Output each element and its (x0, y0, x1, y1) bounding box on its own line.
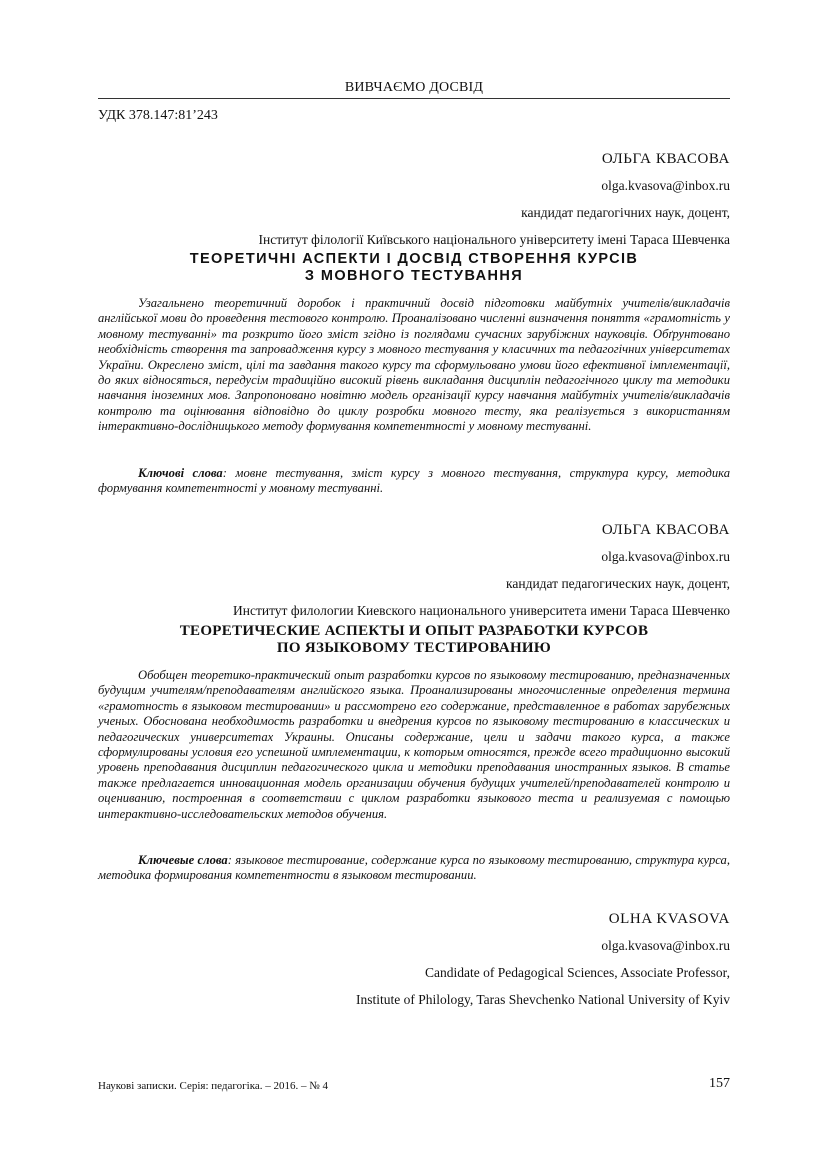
article-title-uk (98, 251, 730, 285)
article-title-ru (98, 623, 730, 657)
author-affiliation-en: Institute of Philology, Taras Shevchenko National University of Kyiv (356, 992, 730, 1007)
keywords-text-ru: : языковое тестирование, содержание курса по языковому тестированию, структура курса, методика формирования компетентности в языковом тестировании. (98, 853, 730, 883)
keywords-uk (98, 466, 730, 497)
author-block-ru (98, 521, 730, 619)
abstract-text-ru: Обобщен теоретико-практический опыт разработки курсов по языковому тестированию, предназначенных будущим учителям/преподавателям английского языка. Проанализированы многочисленные определения термина «грамотность в языковом тестировании» и рассмотрено его содержание, представленное в работах зарубежных ученых. Обоснована необходимость разработки и внедрения курсов по языковому тестированию в классических и педагогических университетах Украины. Описаны содержание, цели и задачи такого курса, а также сформулированы условия его успешной имплементации, к которым относятся, прежде всего традиционно высокий уровень преподавания дисциплин педагогического цикла и методики преподавания иностранных языков. В статье также предлагается инновационная модель организации обучения будущих учителей/преподавателей контролю и оцениванию, построенная в соответствии с циклом разработки языкового теста и реализуемая с помощью интерактивно-исследовательских методов обучения. (98, 668, 730, 821)
author-degree-ru: кандидат педагогических наук, доцент, (506, 576, 730, 591)
abstract-text-uk: Узагальнено теоретичний доробок і практичний досвід підготовки майбутніх учителів/викладачів англійської мови до проведення тестового контролю. Проаналізовано численні визначення поняття «грамотність у мовному тестуванні» та розкрито його зміст згідно із поглядами сучасних зарубіжних науковців. Обґрунтовано необхідність створення та запровадження курсу з мовного тестування у класичних та педагогічних університетах України. Окреслено зміст, цілі та завдання такого курсу та сформульовано умови його ефективної імплементації, до яких відносяться, передусім традиційно високий рівень викладання дисциплін педагогічного циклу та методики навчання іноземних мов. Запропоновано новітню модель організації курсу навчання майбутніх учителів/викладачів контролю та оцінювання відповідно до циклу розробки мовного тесту, яка реалізується з використанням інтерактивно-дослідницького методу формування компетентності у мовному тестуванні. (98, 296, 730, 434)
page-number: 157 (709, 1076, 730, 1091)
abstract-uk (98, 296, 730, 435)
udk-code: УДК 378.147:81’243 (98, 108, 218, 123)
title-line-1: ТЕОРЕТИЧЕСКИЕ АСПЕКТЫ И ОПЫТ РАЗРАБОТКИ КУРСОВ (179, 623, 649, 639)
author-email-en: olga.kvasova@inbox.ru (601, 938, 730, 953)
keywords-ru (98, 853, 730, 884)
author-block-en (98, 910, 730, 1008)
author-name-ru: ОЛЬГА КВАСОВА (601, 522, 730, 538)
journal-citation: Наукові записки. Серія: педагогіка. – 2016. – № 4 (98, 1080, 329, 1092)
author-block-uk (98, 150, 730, 248)
author-affiliation-uk: Інститут філології Київського національного університету імені Тараса Шевченка (258, 232, 730, 247)
keywords-label-ru: Ключевые слова (138, 853, 228, 867)
keywords-label-uk: Ключові слова (138, 466, 223, 480)
title-line-1: ТЕОРЕТИЧНІ АСПЕКТИ І ДОСВІД СТВОРЕННЯ КУРСІВ (189, 251, 639, 267)
author-degree-en: Candidate of Pedagogical Sciences, Associate Professor, (424, 965, 730, 980)
author-degree-uk: кандидат педагогічних наук, доцент, (521, 205, 730, 220)
author-affiliation-ru: Институт филологии Киевского национального университета имени Тараса Шевченко (233, 603, 730, 618)
keywords-paragraph-ru (98, 853, 730, 884)
author-email-uk: olga.kvasova@inbox.ru (601, 178, 730, 193)
header-rule (98, 98, 730, 99)
title-line-2: З МОВНОГО ТЕСТУВАННЯ (304, 268, 524, 284)
author-email-ru: olga.kvasova@inbox.ru (601, 549, 730, 564)
abstract-ru (98, 668, 730, 822)
title-line-2: ПО ЯЗЫКОВОМУ ТЕСТИРОВАНИЮ (276, 640, 552, 656)
author-name-uk: ОЛЬГА КВАСОВА (601, 151, 730, 167)
running-head: ВИВЧАЄМО ДОСВІД (344, 80, 484, 95)
keywords-text-uk: : мовне тестування, зміст курсу з мовного тестування, структура курсу, методика формування компетентності у мовному тестуванні. (98, 466, 730, 496)
keywords-paragraph-uk (98, 466, 730, 497)
author-name-en: OLHA KVASOVA (608, 911, 730, 927)
